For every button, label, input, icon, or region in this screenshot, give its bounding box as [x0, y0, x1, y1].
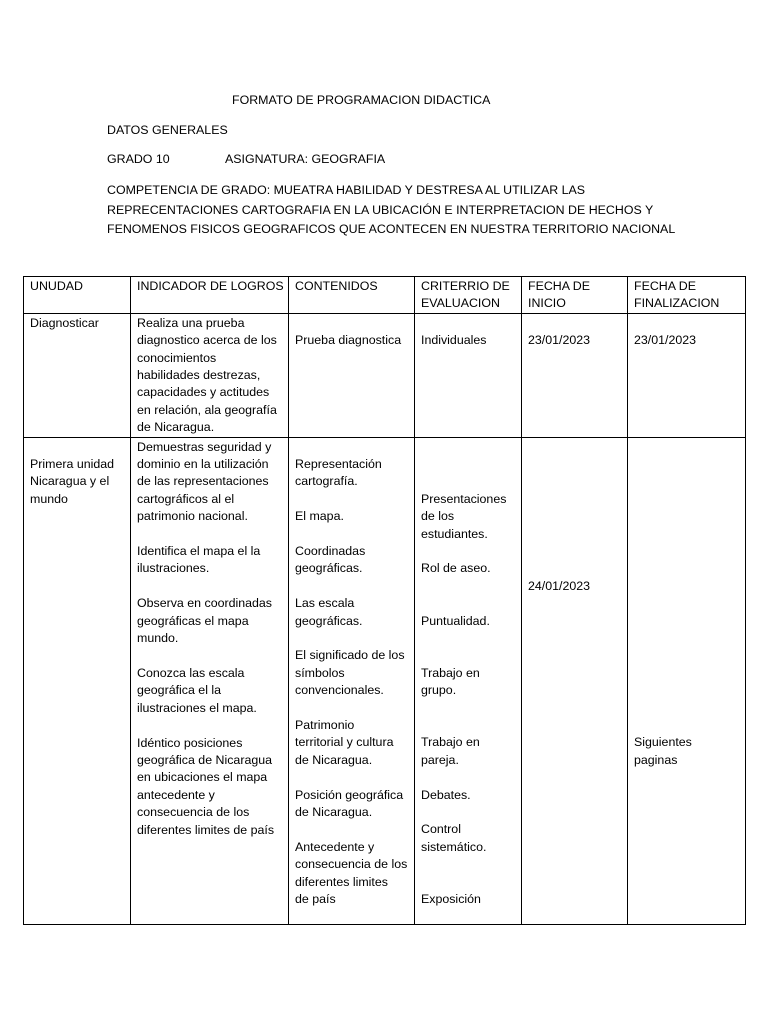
cell-indicador-line: geográfica el la	[137, 683, 222, 698]
cell-fecha-inicio-line	[528, 508, 621, 525]
cell-fecha-inicio-line: 23/01/2023	[528, 333, 591, 348]
cell-fecha-fin-line	[634, 560, 739, 577]
cell-fecha-inicio-line	[528, 491, 621, 508]
header-criterio-line: CRITERRIO DE	[421, 279, 510, 293]
cell-unidad-line	[30, 439, 124, 456]
cell-fecha-fin-line	[634, 647, 739, 664]
header-fecha-fin-line: FECHA DE	[634, 279, 696, 293]
cell-contenidos-line: El mapa.	[295, 509, 344, 524]
cell-contenidos-line	[295, 821, 408, 838]
cell-fecha-inicio-line	[528, 543, 621, 560]
cell-indicador-line: Idéntico posiciones	[137, 735, 243, 750]
competence-line: REPRECENTACIONES CARTOGRAFIA EN LA UBICACIÓN E INTERPRETACION DE HECHOS Y	[107, 202, 654, 217]
cell-contenidos-line	[295, 315, 408, 332]
cell-fecha-inicio	[522, 313, 628, 437]
header-criterio	[415, 277, 522, 314]
cell-unidad-line: Primera unidad	[30, 457, 115, 472]
header-fecha-fin-line: FINALIZACION	[634, 296, 720, 311]
cell-criterio-line: Exposición	[421, 892, 481, 906]
cell-fecha-inicio-line: 24/01/2023	[528, 578, 591, 593]
cell-indicador-line	[137, 717, 282, 734]
competence-line: COMPETENCIA DE GRADO: MUEATRA HABILIDAD Y DESTRESA AL UTILIZAR LAS	[107, 183, 586, 197]
cell-fecha-fin-line	[634, 439, 739, 456]
programming-table	[23, 276, 746, 925]
cell-criterio-line: Presentaciones	[421, 491, 507, 506]
cell-indicador-line: dominio en la utilización	[137, 457, 269, 472]
competence-line: FENOMENOS FISICOS GEOGRAFICOS QUE ACONTECEN EN NUESTRA TERRITORIO NACIONAL	[107, 222, 676, 236]
header-contenidos-line: CONTENIDOS	[295, 279, 378, 293]
cell-fecha-fin-line	[634, 456, 739, 473]
cell-contenidos-line: consecuencia de los	[295, 857, 408, 872]
cell-fecha-fin-line: 23/01/2023	[634, 333, 697, 348]
cell-indicador	[131, 313, 289, 437]
cell-criterio-line	[421, 439, 515, 456]
cell-criterio-line: Debates.	[421, 787, 471, 802]
header-unidad-line: UNUDAD	[30, 279, 84, 293]
cell-fecha-inicio-line	[528, 560, 621, 577]
cell-indicador-line: Observa en coordinadas	[137, 596, 273, 611]
cell-indicador-line: geográficas el mapa	[137, 613, 249, 628]
cell-contenidos-line: símbolos	[295, 665, 345, 680]
cell-indicador	[131, 437, 289, 924]
cell-indicador-line: ilustraciones el mapa.	[137, 700, 257, 715]
cell-fecha-fin-line	[634, 315, 739, 332]
cell-criterio-line	[421, 315, 515, 332]
cell-indicador-line: ilustraciones.	[137, 561, 210, 576]
cell-fecha-fin-line	[634, 543, 739, 560]
cell-indicador-line: capacidades y actitudes	[137, 385, 270, 400]
cell-criterio	[415, 437, 522, 924]
cell-fecha-fin-line	[634, 682, 739, 699]
cell-fecha-fin-line	[634, 526, 739, 543]
cell-contenidos-line: Patrimonio	[295, 718, 355, 733]
header-fecha-inicio-line: FECHA DE	[528, 279, 590, 293]
cell-contenidos-line: convencionales.	[295, 683, 384, 698]
cell-criterio-line: estudiantes.	[421, 526, 488, 541]
cell-contenidos-line: Coordinadas	[295, 544, 366, 559]
cell-unidad-line: Diagnosticar	[30, 315, 99, 330]
cell-fecha-fin-line	[634, 717, 739, 734]
cell-contenidos	[289, 437, 415, 924]
cell-criterio	[415, 313, 522, 437]
header-fecha-fin	[628, 277, 746, 314]
cell-contenidos-line	[295, 578, 408, 595]
header-contenidos	[289, 277, 415, 314]
cell-criterio-line	[421, 456, 515, 473]
cell-indicador-line: de las representaciones	[137, 474, 269, 489]
cell-criterio-line	[421, 700, 515, 717]
cell-fecha-inicio-line	[528, 315, 621, 332]
cell-criterio-line	[421, 595, 515, 612]
header-indicador	[131, 277, 289, 314]
cell-criterio-line	[421, 647, 515, 664]
header-indicador-line: INDICADOR DE LOGROS	[137, 279, 284, 293]
cell-indicador-line: antecedente y	[137, 787, 215, 802]
cell-indicador-line: consecuencia de los	[137, 805, 250, 820]
cell-criterio-line: sistemático.	[421, 839, 487, 854]
cell-fecha-fin-line: paginas	[634, 752, 678, 767]
cell-indicador-line: patrimonio nacional.	[137, 509, 248, 524]
cell-unidad-line: Nicaragua y el	[30, 474, 110, 489]
cell-contenidos-line: Antecedente y	[295, 839, 375, 854]
cell-criterio-line: Rol de aseo.	[421, 561, 491, 576]
section-heading: DATOS GENERALES	[107, 123, 228, 137]
cell-contenidos-line	[295, 526, 408, 543]
cell-contenidos-line	[295, 491, 408, 508]
grade-label: GRADO 10	[107, 152, 170, 166]
cell-indicador-line: diagnostico acerca de los	[137, 333, 277, 348]
cell-criterio-line	[421, 769, 515, 786]
cell-fecha-fin-line	[634, 613, 739, 630]
cell-indicador-line	[137, 526, 282, 543]
cell-indicador-line: Realiza una prueba	[137, 315, 245, 330]
cell-criterio-line: Trabajo en	[421, 665, 480, 680]
cell-indicador-line: mundo.	[137, 631, 179, 646]
cell-fecha-fin-line	[634, 595, 739, 612]
cell-fecha-inicio-line	[528, 473, 621, 490]
cell-fecha-inicio-line	[528, 439, 621, 456]
cell-contenidos-line: Representación	[295, 457, 382, 472]
cell-criterio-line	[421, 630, 515, 647]
cell-criterio-line: Individuales	[421, 333, 487, 348]
cell-criterio-line: Puntualidad.	[421, 613, 490, 628]
cell-criterio-line	[421, 804, 515, 821]
cell-fecha-inicio	[522, 437, 628, 924]
table-header-row	[24, 277, 746, 314]
cell-unidad	[24, 313, 131, 437]
cell-contenidos-line: de Nicaragua.	[295, 752, 373, 767]
cell-criterio-line	[421, 856, 515, 873]
cell-fecha-fin-line	[634, 491, 739, 508]
cell-criterio-line	[421, 578, 515, 595]
document-title: FORMATO DE PROGRAMACION DIDACTICA	[232, 93, 491, 107]
cell-fecha-fin-line	[634, 665, 739, 682]
cell-fecha-fin-line	[634, 578, 739, 595]
cell-fecha-inicio-line	[528, 456, 621, 473]
cell-contenidos-line: El significado de los	[295, 648, 405, 663]
cell-indicador-line	[137, 648, 282, 665]
cell-indicador-line: Demuestras seguridad y	[137, 439, 272, 454]
cell-fecha-fin-line	[634, 508, 739, 525]
cell-indicador-line: diferentes limites de país	[137, 822, 275, 837]
cell-contenidos-line: territorial y cultura	[295, 735, 394, 750]
cell-criterio-line: Control	[421, 822, 461, 837]
cell-unidad-line: mundo	[30, 491, 68, 506]
cell-contenidos-line	[295, 700, 408, 717]
cell-contenidos-line: de Nicaragua.	[295, 805, 373, 820]
cell-indicador-line: habilidades destrezas,	[137, 368, 261, 383]
cell-criterio-line: grupo.	[421, 683, 457, 698]
cell-contenidos-line: cartografía.	[295, 474, 358, 489]
cell-indicador-line	[137, 578, 282, 595]
header-unidad	[24, 277, 131, 314]
cell-contenidos	[289, 313, 415, 437]
competence-paragraph	[107, 181, 675, 240]
cell-fecha-fin-line: Siguientes	[634, 735, 692, 750]
cell-contenidos-line: Prueba diagnostica	[295, 333, 402, 348]
cell-criterio-line: Trabajo en	[421, 735, 480, 750]
cell-contenidos-line: geográficas.	[295, 561, 363, 576]
cell-indicador-line: Conozca las escala	[137, 665, 245, 680]
cell-fecha-fin-line	[634, 630, 739, 647]
cell-criterio-line	[421, 473, 515, 490]
header-fecha-inicio	[522, 277, 628, 314]
cell-indicador-line: en ubicaciones el mapa	[137, 770, 268, 785]
cell-contenidos-line: de país	[295, 892, 336, 907]
cell-criterio-line: de los	[421, 509, 455, 524]
header-fecha-inicio-line: INICIO	[528, 296, 566, 311]
table-row	[24, 313, 746, 437]
cell-contenidos-line	[295, 769, 408, 786]
cell-contenidos-line: Posición geográfica	[295, 787, 404, 802]
cell-criterio-line	[421, 717, 515, 734]
cell-contenidos-line: diferentes limites	[295, 874, 388, 889]
cell-unidad	[24, 437, 131, 924]
cell-fecha-fin	[628, 313, 746, 437]
cell-fecha-fin-line	[634, 473, 739, 490]
cell-fecha-inicio-line	[528, 526, 621, 543]
cell-indicador-line: conocimientos	[137, 350, 217, 365]
header-criterio-line: EVALUACION	[421, 296, 500, 311]
table-row	[24, 437, 746, 924]
cell-contenidos-line	[295, 630, 408, 647]
cell-indicador-line: cartográficos al el	[137, 491, 235, 506]
cell-contenidos-line	[295, 439, 408, 456]
subject-label: ASIGNATURA: GEOGRAFIA	[225, 152, 386, 166]
cell-contenidos-line: geográficas.	[295, 613, 363, 628]
cell-indicador-line: en relación, ala geografía	[137, 402, 277, 417]
cell-criterio-line	[421, 874, 515, 891]
cell-contenidos-line: Las escala	[295, 596, 355, 611]
cell-fecha-fin-line	[634, 700, 739, 717]
cell-indicador-line: de Nicaragua.	[137, 420, 215, 435]
cell-fecha-fin	[628, 437, 746, 924]
cell-indicador-line: geográfica de Nicaragua	[137, 752, 273, 767]
cell-criterio-line: pareja.	[421, 752, 459, 767]
cell-criterio-line	[421, 543, 515, 560]
cell-indicador-line: Identifica el mapa el la	[137, 544, 261, 559]
